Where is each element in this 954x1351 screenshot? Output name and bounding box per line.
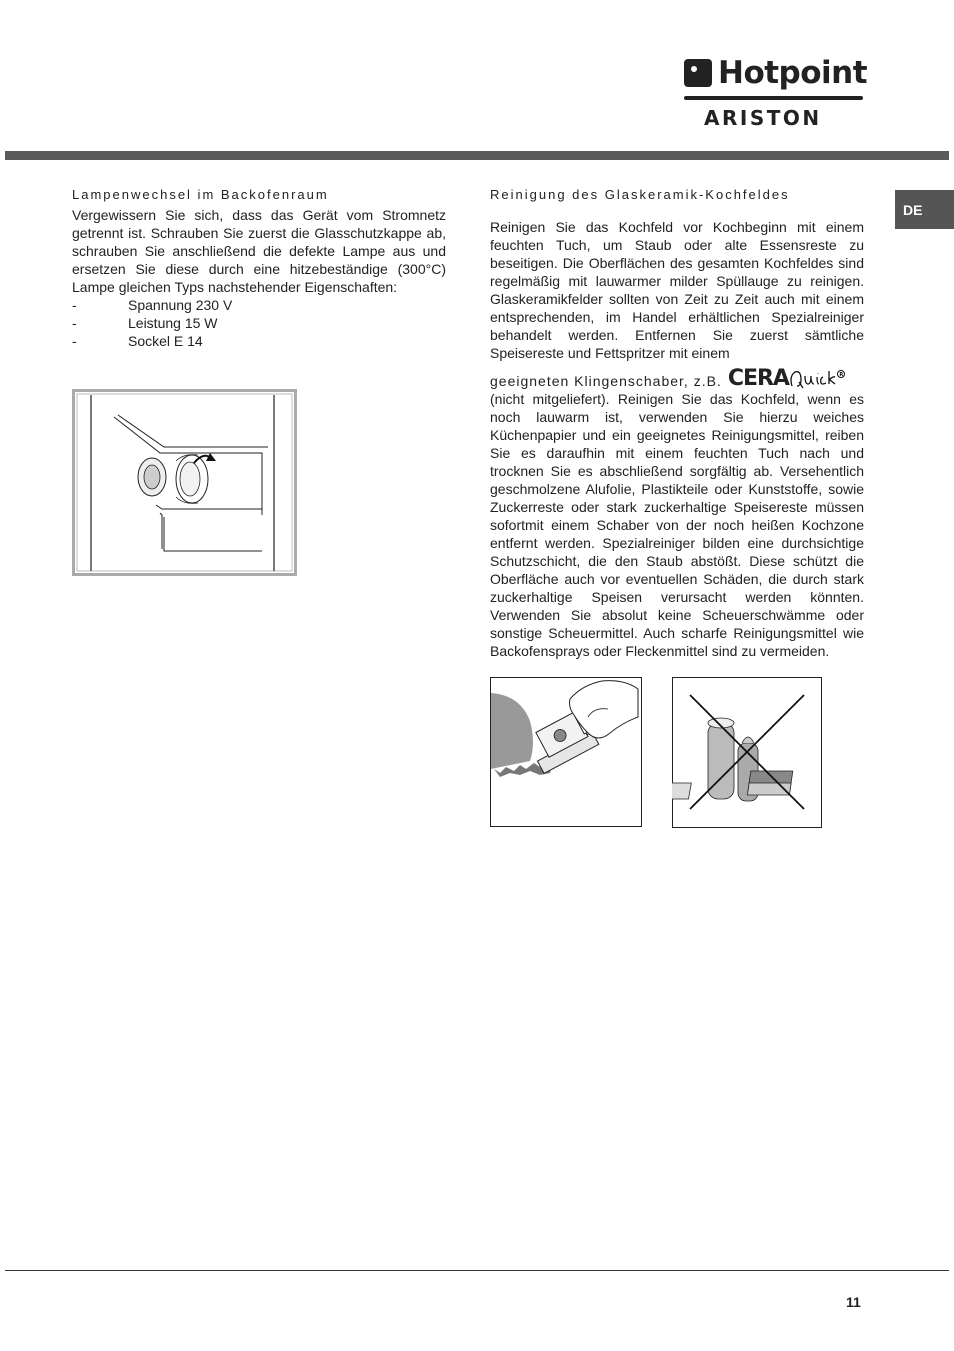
left-column [72, 186, 446, 350]
list-item [72, 296, 446, 314]
page-number: 11 [846, 1294, 861, 1310]
logo-square-icon [684, 59, 712, 87]
svg-text:R: R [839, 372, 844, 378]
right-column [490, 186, 864, 660]
list-dash: - [72, 333, 77, 349]
list-item-text: Sockel E 14 [128, 333, 203, 349]
cera-brand: CERA [727, 366, 789, 391]
logo-divider [684, 96, 863, 100]
logo-sub-brand: ARISTON [704, 106, 822, 130]
no-abrasive-cleaners-illustration [672, 677, 822, 828]
cera-prefix: geeigneten Klingenschaber, z.B. [490, 373, 722, 389]
section-heading-lamp: Lampenwechsel im Backofenraum [72, 187, 329, 202]
spacer [490, 206, 864, 218]
hotpoint-ariston-logo [684, 55, 868, 130]
cera-quick-script-icon [789, 368, 845, 390]
list-dash: - [72, 315, 77, 331]
language-tab: DE [895, 190, 954, 229]
cleaning-paragraph-2: (nicht mitgeliefert). Reinigen Sie das Kochfeld, wenn es noch lauwarm ist, verwenden Sie hierzu weiches Küchenpapier und ein geeignetes Reinigungsmittel, reiben Sie es daraufhin mit einem feuchten Tuch nach und trocknen Sie es abschließend sorgfältig ab. Versehentlich geschmolzene Alufolie, Plastikteile oder Kunststoffe, sowie Zuckerreste oder stark zuckerhaltige Speisereste müssen sofortmit einem Schaber von der noch heißen Kochzone entfernt werden. Spezialreiniger bilden eine durchsichtige Schutzschicht, die den Staub abstößt. Diese schützt die Oberfläche auch vor eventuellen Schäden, die durch stark zuckerhaltige Speisen verursacht werden könnten. Verwenden Sie absolut keine Scheuerschwämme oder sonstige Scheuermittel. Auch scharfe Reinigungsmittel wie Backofensprays oder Fleckenmittel sind zu vermeiden. [490, 391, 864, 659]
logo-top [684, 56, 867, 90]
list-item-text: Spannung 230 V [128, 297, 233, 313]
logo-brand-name: Hotpoint [718, 55, 868, 91]
cleaning-paragraph-1: Reinigen Sie das Kochfeld vor Kochbeginn mit einem feuchten Tuch, um Staub oder alte Essensreste zu beseitigen. Die Oberflächen des gesamten Kochfeldes sind regelmäßig mit lauwarmer milder Spüllauge zu reinigen. Glaskeramikfelder sollten von Zeit zu Zeit auch mit einem entsprechenden, im Handel erhältlichen Spezialreiniger behandelt werden. Entfernen Sie zuerst sämtliche Speisereste und Fettspritzer mit einem [490, 219, 864, 361]
list-item [72, 314, 446, 332]
cera-logo [728, 368, 845, 390]
list-dash: - [72, 297, 77, 313]
scraper-illustration [490, 677, 642, 827]
list-item-text: Leistung 15 W [128, 315, 218, 331]
cera-line [490, 368, 864, 390]
footer-rule [5, 1270, 949, 1271]
lamp-illustration [72, 389, 297, 576]
section-heading-cleaning: Reinigung des Glaskeramik-Kochfeldes [490, 187, 790, 202]
list-item [72, 332, 446, 350]
lamp-paragraph: Vergewissern Sie sich, dass das Gerät vom Stromnetz getrennt ist. Schrauben Sie zuerst die Glasschutzkappe ab, schrauben Sie anschließend die defekte Lampe aus und ersetzen Sie diese durch eine hitzebeständige (300°C) Lampe gleichen Typs nachstehender Eigenschaften: [72, 207, 446, 295]
header-bar [5, 151, 949, 160]
lamp-spec-list [72, 296, 446, 350]
